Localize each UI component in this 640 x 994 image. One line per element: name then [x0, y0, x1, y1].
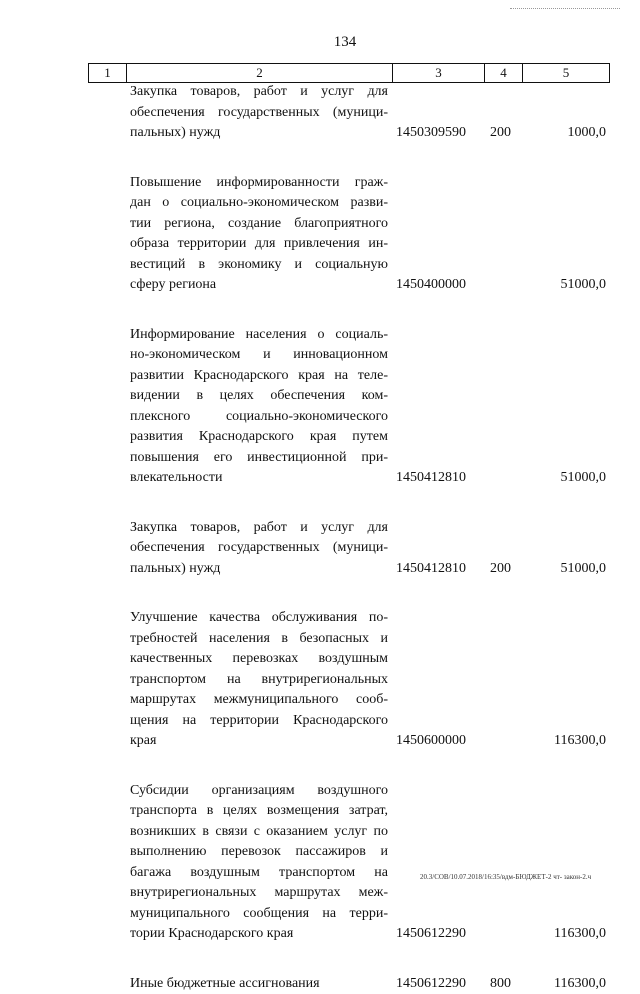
row-amount: 51000,0 — [522, 559, 606, 580]
row-amount: 51000,0 — [522, 468, 606, 489]
row-description-line: внутрирегиональных маршрутах меж- — [130, 883, 388, 904]
scan-corner-mark — [510, 8, 620, 15]
row-description — [130, 781, 388, 945]
row-description — [130, 325, 388, 489]
row-description-line: Повышение информированности граж- — [130, 173, 388, 194]
row-description-line: но-экономическом и инновационном — [130, 345, 388, 366]
row-description-line: обеспечения государственных (муници- — [130, 538, 388, 559]
row-amount: 1000,0 — [522, 123, 606, 144]
row-description-line: требностей населения в безопасных и — [130, 629, 388, 650]
row-expense-type: 200 — [490, 559, 520, 580]
row-expense-type: 200 — [490, 123, 520, 144]
row-description-line: выполнению перевозок пассажиров и — [130, 842, 388, 863]
row-description-line: обеспечения государственных (муници- — [130, 103, 388, 124]
header-col-5: 5 — [523, 64, 609, 82]
row-expense-type: 800 — [490, 974, 520, 994]
row-amount: 51000,0 — [522, 275, 606, 296]
row-description-line: влекательности — [130, 468, 388, 489]
row-code: 1450412810 — [396, 468, 488, 489]
row-description — [130, 173, 388, 296]
row-description-line: багажа воздушным транспортом на — [130, 863, 388, 884]
row-description-line: вестиций в экономику и социальную — [130, 255, 388, 276]
row-description-line: видении в целях обеспечения ком- — [130, 386, 388, 407]
header-col-1: 1 — [89, 64, 127, 82]
row-description-line: Закупка товаров, работ и услуг для — [130, 82, 388, 103]
row-description-line: пальных) нужд — [130, 559, 388, 580]
row-description-line: муниципального сообщения на терри- — [130, 904, 388, 925]
row-description-line: плексного социально-экономического — [130, 407, 388, 428]
row-code: 1450612290 — [396, 924, 488, 945]
row-description-line: возникших в связи с оказанием услуг по — [130, 822, 388, 843]
row-amount: 116300,0 — [522, 924, 606, 945]
row-description-line: сферу региона — [130, 275, 388, 296]
row-description-line: повышения его инвестиционной при- — [130, 448, 388, 469]
header-col-2: 2 — [127, 64, 393, 82]
table-header-row — [88, 63, 610, 83]
row-description-line: маршрутах межмуниципального сооб- — [130, 690, 388, 711]
row-description-line: пальных) нужд — [130, 123, 388, 144]
row-description — [130, 608, 388, 752]
row-code: 1450400000 — [396, 275, 488, 296]
header-col-3: 3 — [393, 64, 485, 82]
row-amount: 116300,0 — [522, 974, 606, 994]
row-description-line: дан о социально-экономическом разви- — [130, 193, 388, 214]
row-description-line: Информирование населения о социаль- — [130, 325, 388, 346]
row-code: 1450412810 — [396, 559, 488, 580]
row-description-line: Улучшение качества обслуживания по- — [130, 608, 388, 629]
row-description-line: транспортом на внутрирегиональных — [130, 670, 388, 691]
row-description-line: Иные бюджетные ассигнования — [130, 974, 388, 994]
row-code: 1450600000 — [396, 731, 488, 752]
row-description-line: края — [130, 731, 388, 752]
page-number: 134 — [0, 34, 640, 51]
row-description-line: Закупка товаров, работ и услуг для — [130, 518, 388, 539]
row-description-line: Субсидии организациям воздушного — [130, 781, 388, 802]
row-description-line: развития Краснодарского края путем — [130, 427, 388, 448]
row-description-line: образа территории для привлечения ин- — [130, 234, 388, 255]
row-code: 1450612290 — [396, 974, 488, 994]
row-amount: 116300,0 — [522, 731, 606, 752]
header-col-4: 4 — [485, 64, 523, 82]
row-description — [130, 82, 388, 144]
row-description-line: развитии Краснодарского края на теле- — [130, 366, 388, 387]
footer-document-code: 20.3/СОВ/10.07.2018/16:35/вдм-БЮДЖЕТ-2 чт- закон-2.ч — [420, 873, 591, 881]
row-description-line: тии региона, создание благоприятного — [130, 214, 388, 235]
row-description-line: транспорта в целях возмещения затрат, — [130, 801, 388, 822]
row-description — [130, 974, 388, 994]
row-description-line: качественных перевозках воздушным — [130, 649, 388, 670]
row-code: 1450309590 — [396, 123, 488, 144]
row-description-line: тории Краснодарского края — [130, 924, 388, 945]
row-description — [130, 518, 388, 580]
row-description-line: щения на территории Краснодарского — [130, 711, 388, 732]
